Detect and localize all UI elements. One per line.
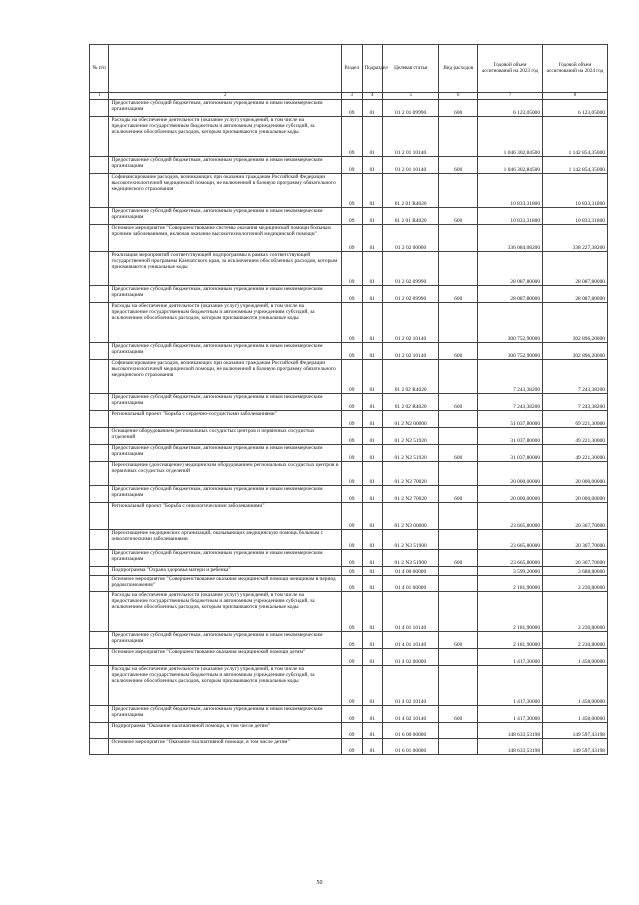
row-podrazdel-cell: 01 [362,723,383,739]
row-podrazdel-cell: 01 [362,462,383,486]
row-amount-2023-cell: 2 181,90000 [478,576,543,592]
row-amount-2024-cell: 338 227,38200 [543,225,608,252]
row-razdel-cell: 09 [341,303,362,343]
row-number-cell [90,100,109,117]
row-name-cell: Предоставление субсидий бюджетным, автономным учреждениям и иным некоммерческим организациям [109,208,342,225]
row-razdel-cell: 09 [341,225,362,252]
row-target-article-cell: 01 2 N3 00000 [383,503,439,530]
row-expense-type-cell [439,530,478,550]
row-podrazdel-cell: 01 [362,445,383,462]
row-number-cell [90,411,109,428]
row-target-article-cell: 01 2 N2 51920 [383,445,439,462]
row-razdel-cell: 09 [341,252,362,286]
row-amount-2024-cell: 20 367,70000 [543,550,608,567]
row-amount-2024-cell: 302 896,20000 [543,343,608,360]
row-amount-2024-cell: 20 000,00000 [543,486,608,503]
header-amount-2024: Годовой объем ассигнований на 2024 год [543,45,608,93]
row-amount-2023-cell: 1 417,30000 [478,649,543,666]
header-razdel: Раздел [341,45,362,93]
row-expense-type-cell: 600 [439,208,478,225]
column-number-row [90,93,608,100]
row-name-cell: Расходы на обеспечение деятельности (оказание услуг) учреждений, в том числе на предоставление государственным бюджетным и автономным учреждениям субсидий, за исключением обособленных расходов, которым присваиваются уникальные коды [109,666,342,706]
row-podrazdel-cell: 01 [362,252,383,286]
row-expense-type-cell: 600 [439,157,478,174]
row-amount-2023-cell: 7 243,38200 [478,394,543,411]
row-amount-2024-cell: 1 142 854,35000 [543,117,608,157]
header-podrazdel: Подраздел [362,45,383,93]
row-expense-type-cell [439,411,478,428]
row-amount-2023-cell: 300 752,90000 [478,343,543,360]
row-amount-2023-cell: 148 633,53198 [478,739,543,755]
row-expense-type-cell: 600 [439,100,478,117]
row-target-article-cell: 01 2 01 R4020 [383,174,439,208]
row-target-article-cell: 01 2 01 R4020 [383,208,439,225]
column-number: 7 [478,93,543,100]
row-podrazdel-cell: 01 [362,576,383,592]
row-target-article-cell: 01 2 02 09990 [383,252,439,286]
row-expense-type-cell [439,567,478,576]
row-number-cell [90,394,109,411]
table-row [90,174,608,208]
row-expense-type-cell: 600 [439,486,478,503]
row-target-article-cell: 01 2 02 R4020 [383,394,439,411]
row-amount-2023-cell: 23 665,80000 [478,503,543,530]
table-row [90,360,608,394]
row-expense-type-cell [439,649,478,666]
table-row [90,394,608,411]
row-name-cell: Расходы на обеспечение деятельности (оказание услуг) учреждений, в том числе на предоставление государственным бюджетным и автономным учреждениям субсидий, за исключением обособленных расходов, которым присваиваются уникальные коды [109,592,342,632]
row-target-article-cell: 01 6 00 00000 [383,723,439,739]
row-amount-2024-cell: 20 367,70000 [543,530,608,550]
row-amount-2023-cell: 28 087,80000 [478,252,543,286]
row-name-cell: Предоставление субсидий бюджетным, автономным учреждениям и иным некоммерческим организациям [109,343,342,360]
row-target-article-cell: 01 6 01 00000 [383,739,439,755]
row-target-article-cell: 01 2 N2 70020 [383,462,439,486]
row-podrazdel-cell: 01 [362,530,383,550]
row-name-cell: Софинансирование расходов, возникающих при оказании гражданам Российской Федерации высокотехнологичной медицинской помощи, не включенной в базовую программу обязательного медицинского страхования [109,360,342,394]
table-body [90,100,608,755]
row-podrazdel-cell: 01 [362,208,383,225]
row-name-cell: Основное мероприятие "Совершенствование оказания медицинской помощи детям" [109,649,342,666]
row-amount-2024-cell: 1 142 854,35000 [543,157,608,174]
row-razdel-cell: 09 [341,428,362,445]
row-number-cell [90,208,109,225]
row-amount-2024-cell: 49 221,30000 [543,445,608,462]
row-amount-2023-cell: 1 046 302,84500 [478,117,543,157]
row-amount-2023-cell: 2 181,90000 [478,592,543,632]
row-name-cell: Региональный проект "Борьба с онкологическими заболеваниями" [109,503,342,530]
row-target-article-cell: 01 2 01 10140 [383,117,439,157]
row-podrazdel-cell: 01 [362,666,383,706]
row-podrazdel-cell: 01 [362,592,383,632]
row-razdel-cell: 09 [341,576,362,592]
row-razdel-cell: 09 [341,411,362,428]
row-name-cell: Предоставление субсидий бюджетным, автономным учреждениям и иным некоммерческим организациям [109,100,342,117]
row-target-article-cell: 01 4 02 00000 [383,649,439,666]
row-number-cell [90,503,109,530]
row-expense-type-cell [439,739,478,755]
table-row [90,208,608,225]
row-expense-type-cell [439,428,478,445]
row-expense-type-cell [439,503,478,530]
table-row [90,592,608,632]
row-podrazdel-cell: 01 [362,100,383,117]
row-razdel-cell: 09 [341,632,362,649]
row-razdel-cell: 09 [341,486,362,503]
row-expense-type-cell: 600 [439,445,478,462]
row-name-cell: Предоставление субсидий бюджетным, автономным учреждениям и иным некоммерческим организациям [109,550,342,567]
header-amount-2023: Годовой объем ассигнований на 2023 год [478,45,543,93]
row-amount-2023-cell: 20 000,00000 [478,486,543,503]
row-amount-2024-cell: 28 087,80000 [543,286,608,303]
row-expense-type-cell [439,592,478,632]
row-podrazdel-cell: 01 [362,567,383,576]
row-razdel-cell: 09 [341,343,362,360]
table-row [90,117,608,157]
row-target-article-cell: 01 2 02 09990 [383,286,439,303]
row-podrazdel-cell: 01 [362,394,383,411]
row-name-cell: Предоставление субсидий бюджетным, автономным учреждениям и иным некоммерческим организациям [109,394,342,411]
table-row [90,530,608,550]
row-target-article-cell: 01 4 01 00000 [383,576,439,592]
row-razdel-cell: 09 [341,174,362,208]
table-row [90,343,608,360]
row-amount-2024-cell: 49 221,30000 [543,428,608,445]
row-podrazdel-cell: 01 [362,411,383,428]
row-razdel-cell: 09 [341,157,362,174]
row-amount-2023-cell: 7 243,38200 [478,360,543,394]
row-podrazdel-cell: 01 [362,706,383,723]
row-amount-2023-cell: 31 037,80000 [478,428,543,445]
row-name-cell: Предоставление субсидий бюджетным, автономным учреждениям и иным некоммерческим организациям [109,286,342,303]
row-razdel-cell: 09 [341,360,362,394]
table-row [90,723,608,739]
row-amount-2024-cell: 20 000,00000 [543,462,608,486]
row-podrazdel-cell: 01 [362,486,383,503]
column-number: 5 [383,93,439,100]
row-amount-2024-cell: 10 833,31800 [543,208,608,225]
column-number: 6 [439,93,478,100]
table-row [90,303,608,343]
row-target-article-cell: 01 2 02 10140 [383,343,439,360]
row-name-cell: Софинансирование расходов, возникающих при оказании гражданам Российской Федерации высокотехнологичной медицинской помощи, не включенной в базовую программу обязательного медицинского страхования [109,174,342,208]
row-number-cell [90,666,109,706]
row-amount-2023-cell: 28 087,80000 [478,286,543,303]
row-amount-2024-cell: 7 243,38200 [543,394,608,411]
row-amount-2023-cell: 10 833,31800 [478,174,543,208]
row-podrazdel-cell: 01 [362,157,383,174]
table-row [90,486,608,503]
row-number-cell [90,286,109,303]
row-amount-2023-cell: 1 046 302,84500 [478,157,543,174]
table-header-row [90,45,608,93]
row-razdel-cell: 09 [341,100,362,117]
row-amount-2023-cell: 51 037,80000 [478,411,543,428]
row-podrazdel-cell: 01 [362,117,383,157]
row-amount-2023-cell: 1 417,30000 [478,706,543,723]
row-target-article-cell: 01 4 02 10140 [383,706,439,723]
row-target-article-cell: 01 2 02 R4020 [383,360,439,394]
row-number-cell [90,174,109,208]
row-expense-type-cell: 600 [439,550,478,567]
row-expense-type-cell [439,225,478,252]
table-row [90,739,608,755]
row-amount-2024-cell: 20 367,70000 [543,503,608,530]
row-number-cell [90,157,109,174]
row-razdel-cell: 09 [341,567,362,576]
header-target-article: Целевая статья [383,45,439,93]
row-target-article-cell: 01 4 00 00000 [383,567,439,576]
row-amount-2023-cell: 23 665,80000 [478,550,543,567]
row-number-cell [90,649,109,666]
budget-allocation-table [89,44,608,755]
row-razdel-cell: 09 [341,394,362,411]
row-number-cell [90,530,109,550]
column-number: 1 [90,93,109,100]
row-expense-type-cell [439,303,478,343]
row-razdel-cell: 09 [341,550,362,567]
row-podrazdel-cell: 01 [362,503,383,530]
row-amount-2024-cell: 6 123,05000 [543,100,608,117]
row-target-article-cell: 01 2 02 10140 [383,303,439,343]
column-number: 8 [543,93,608,100]
row-podrazdel-cell: 01 [362,739,383,755]
row-amount-2023-cell: 10 833,31800 [478,208,543,225]
table-row [90,445,608,462]
row-amount-2024-cell: 2 230,80000 [543,632,608,649]
table-row [90,252,608,286]
row-expense-type-cell: 600 [439,394,478,411]
row-amount-2024-cell: 3 688,80000 [543,567,608,576]
row-podrazdel-cell: 01 [362,343,383,360]
row-podrazdel-cell: 01 [362,428,383,445]
row-number-cell [90,428,109,445]
row-expense-type-cell [439,666,478,706]
table-row [90,706,608,723]
row-expense-type-cell [439,252,478,286]
row-razdel-cell: 09 [341,208,362,225]
row-target-article-cell: 01 2 01 10140 [383,157,439,174]
row-target-article-cell: 01 2 N2 00000 [383,411,439,428]
row-razdel-cell: 09 [341,503,362,530]
row-amount-2023-cell: 3 599,20000 [478,567,543,576]
row-razdel-cell: 09 [341,530,362,550]
table-row [90,550,608,567]
row-number-cell [90,225,109,252]
column-number: 4 [362,93,383,100]
row-amount-2024-cell: 1 458,00000 [543,706,608,723]
row-amount-2023-cell: 20 000,00000 [478,462,543,486]
row-number-cell [90,486,109,503]
row-podrazdel-cell: 01 [362,649,383,666]
row-amount-2024-cell: 28 087,80000 [543,252,608,286]
header-name [109,45,342,93]
row-name-cell: Региональный проект "Борьба с сердечно-сосудистыми заболеваниями" [109,411,342,428]
row-amount-2023-cell: 23 665,80000 [478,530,543,550]
table-row [90,100,608,117]
row-razdel-cell: 09 [341,666,362,706]
row-amount-2024-cell: 69 221,30000 [543,411,608,428]
row-target-article-cell: 01 2 N2 70020 [383,486,439,503]
row-amount-2023-cell: 31 037,80000 [478,445,543,462]
row-number-cell [90,117,109,157]
row-number-cell [90,445,109,462]
row-razdel-cell: 09 [341,286,362,303]
column-number: 2 [109,93,342,100]
row-expense-type-cell [439,117,478,157]
table-row [90,428,608,445]
column-number: 3 [341,93,362,100]
table-row [90,503,608,530]
row-razdel-cell: 09 [341,462,362,486]
row-name-cell: Основное мероприятие "Совершенствование системы оказания медицинской помощи больным прочими заболеваниями, включая оказание высокотехнологичной медицинской помощи" [109,225,342,252]
table-row [90,649,608,666]
row-expense-type-cell: 600 [439,286,478,303]
row-number-cell [90,252,109,286]
row-name-cell: Реализация мероприятий соответствующей подпрограммы в рамках соответствующей государственной программы Камчатского края, за исключением обособленных расходов, которым присваиваются уникальные коды [109,252,342,286]
row-number-cell [90,550,109,567]
row-expense-type-cell [439,576,478,592]
row-name-cell: Предоставление субсидий бюджетным, автономным учреждениям и иным некоммерческим организациям [109,157,342,174]
table-row [90,411,608,428]
row-name-cell: Переоснащение медицинских организаций, оказывающих медицинскую помощь больным с онкологическими заболеваниями [109,530,342,550]
table-row [90,666,608,706]
row-expense-type-cell: 600 [439,706,478,723]
row-name-cell: Основное мероприятие "Совершенствование оказания медицинской помощи женщинам в период родовспоможения" [109,576,342,592]
row-number-cell [90,360,109,394]
row-number-cell [90,576,109,592]
row-name-cell: Подпрограмма "Оказание паллиативной помощи, в том числе детям" [109,723,342,739]
table-row [90,225,608,252]
row-razdel-cell: 09 [341,649,362,666]
row-name-cell: Основное мероприятие "Оказание паллиативной помощи, в том числе детям" [109,739,342,755]
row-target-article-cell: 01 2 N2 51920 [383,428,439,445]
row-name-cell: Предоставление субсидий бюджетным, автономным учреждениям и иным некоммерческим организациям [109,486,342,503]
row-amount-2024-cell: 149 597,43198 [543,739,608,755]
row-razdel-cell: 09 [341,723,362,739]
row-target-article-cell: 01 2 02 00000 [383,225,439,252]
row-number-cell [90,303,109,343]
row-razdel-cell: 09 [341,706,362,723]
row-expense-type-cell [439,723,478,739]
row-number-cell [90,567,109,576]
table-row [90,632,608,649]
row-podrazdel-cell: 01 [362,225,383,252]
row-podrazdel-cell: 01 [362,360,383,394]
row-amount-2024-cell: 10 833,31800 [543,174,608,208]
row-target-article-cell: 01 2 01 09990 [383,100,439,117]
row-target-article-cell: 01 4 02 10140 [383,666,439,706]
row-amount-2023-cell: 6 123,05000 [478,100,543,117]
row-amount-2024-cell: 1 458,00000 [543,649,608,666]
row-razdel-cell: 09 [341,445,362,462]
row-podrazdel-cell: 01 [362,303,383,343]
row-target-article-cell: 01 4 01 10140 [383,632,439,649]
row-number-cell [90,723,109,739]
header-expense-type: Вид расходов [439,45,478,93]
row-number-cell [90,343,109,360]
row-expense-type-cell [439,462,478,486]
row-podrazdel-cell: 01 [362,632,383,649]
row-target-article-cell: 01 2 N3 51900 [383,530,439,550]
row-amount-2024-cell: 7 243,38200 [543,360,608,394]
header-number: № п/п [90,45,109,93]
row-razdel-cell: 09 [341,739,362,755]
row-name-cell: Расходы на обеспечение деятельности (оказание услуг) учреждений, в том числе на предоставление государственным бюджетным и автономным учреждениям субсидий, за исключением обособленных расходов, которым присваиваются уникальные коды [109,303,342,343]
row-number-cell [90,706,109,723]
page-number: 50 [316,880,323,886]
row-name-cell: Подпрограмма "Охрана здоровья матери и ребенка" [109,567,342,576]
row-name-cell: Расходы на обеспечение деятельности (оказание услуг) учреждений, в том числе на предоставление государственным бюджетным и автономным учреждениям субсидий, за исключением обособленных расходов, которым присваиваются уникальные коды [109,117,342,157]
row-target-article-cell: 01 2 N3 51900 [383,550,439,567]
row-amount-2024-cell: 1 458,00000 [543,666,608,706]
table-row [90,567,608,576]
table-row [90,286,608,303]
row-number-cell [90,462,109,486]
row-expense-type-cell [439,174,478,208]
row-number-cell [90,592,109,632]
row-expense-type-cell [439,360,478,394]
row-amount-2024-cell: 2 230,80000 [543,592,608,632]
row-name-cell: Предоставление субсидий бюджетным, автономным учреждениям и иным некоммерческим организациям [109,706,342,723]
table-row [90,462,608,486]
row-amount-2024-cell: 149 597,43198 [543,723,608,739]
row-number-cell [90,739,109,755]
row-razdel-cell: 09 [341,117,362,157]
row-name-cell: Переоснащение (дооснащение) медицинским оборудованием региональных сосудистых центров и первичных сосудистых отделений [109,462,342,486]
row-amount-2024-cell: 302 896,20000 [543,303,608,343]
row-podrazdel-cell: 01 [362,550,383,567]
table-row [90,576,608,592]
row-expense-type-cell: 600 [439,632,478,649]
row-amount-2023-cell: 300 752,90000 [478,303,543,343]
row-amount-2023-cell: 148 633,53198 [478,723,543,739]
row-razdel-cell: 09 [341,592,362,632]
row-amount-2023-cell: 336 084,08200 [478,225,543,252]
row-name-cell: Предоставление субсидий бюджетным, автономным учреждениям и иным некоммерческим организациям [109,445,342,462]
row-amount-2024-cell: 2 230,80000 [543,576,608,592]
row-target-article-cell: 01 4 01 10140 [383,592,439,632]
row-amount-2023-cell: 2 181,90000 [478,632,543,649]
row-number-cell [90,632,109,649]
row-amount-2023-cell: 1 417,30000 [478,666,543,706]
row-name-cell: Предоставление субсидий бюджетным, автономным учреждениям и иным некоммерческим организациям [109,632,342,649]
row-podrazdel-cell: 01 [362,174,383,208]
row-name-cell: Оснащение оборудованием региональных сосудистых центров и первичных сосудистых отделений [109,428,342,445]
table-row [90,157,608,174]
row-podrazdel-cell: 01 [362,286,383,303]
row-expense-type-cell: 600 [439,343,478,360]
